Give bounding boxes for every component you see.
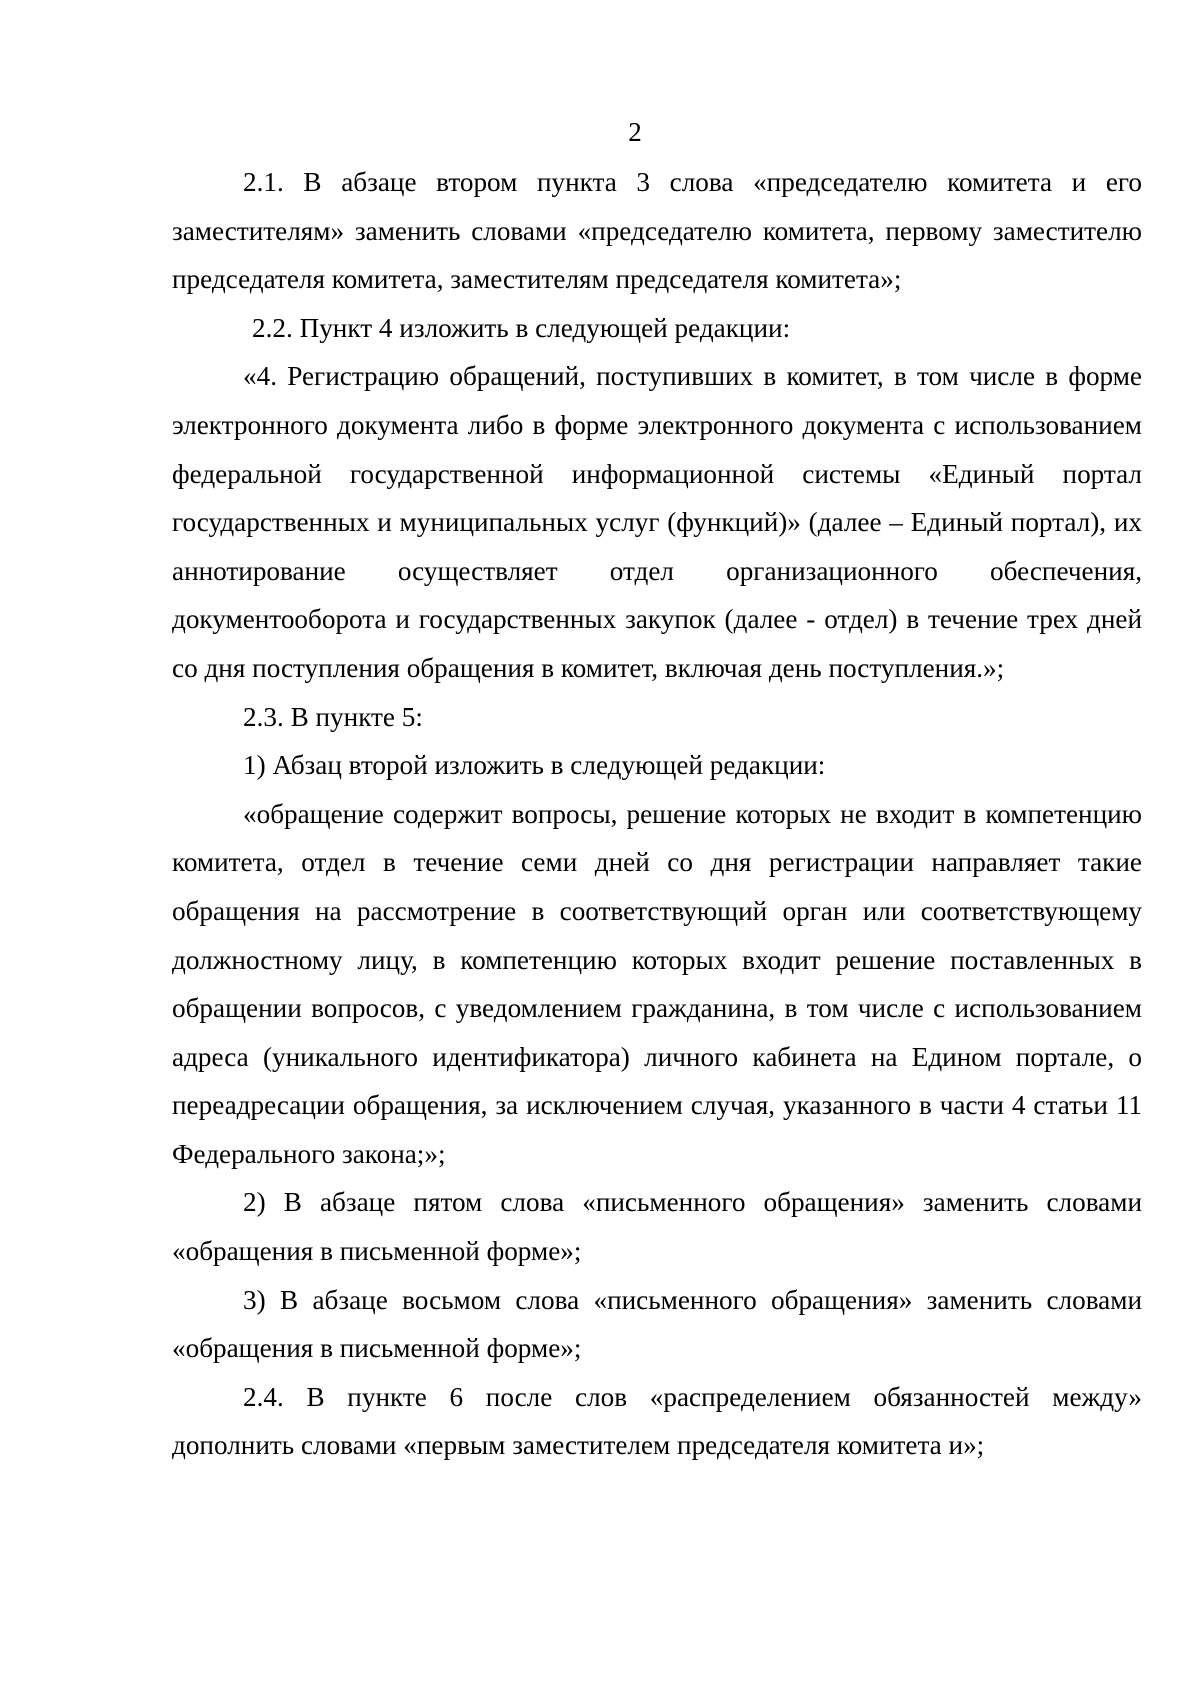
- paragraph-2-4: 2.4. В пункте 6 после слов «распределением обязанностей между» дополнить словами «первым заместителем председателя комитета и»;: [172, 1381, 1142, 1461]
- paragraph-2-3-2: 2) В абзаце пятом слова «письменного обращения» заменить словами «обращения в письменной форме»;: [172, 1187, 1142, 1267]
- paragraph-2-2: 2.2. Пункт 4 изложить в следующей редакции:: [252, 312, 791, 343]
- document-body: [172, 158, 1142, 1470]
- page-number: 2: [628, 117, 642, 147]
- paragraph-2-3: 2.3. В пункте 5:: [243, 701, 423, 732]
- paragraph-2-3-3: 3) В абзаце восьмом слова «письменного обращения» заменить словами «обращения в письменной форме»;: [172, 1284, 1142, 1364]
- paragraph-quoted-abzac: «обращение содержит вопросы, решение которых не входит в компетенцию комитета, отдел в течение семи дней со дня регистрации направляет такие обращения на рассмотрение в соответствующий орган или соответствующему должностному лицу, в компетенцию которых входит решение поставленных в обращении вопросов, с уведомлением гражданина, в том числе с использованием адреса (уникального идентификатора) личного кабинета на Едином портале, о переадресации обращения, за исключением случая, указанного в части 4 статьи 11 Федерального закона;»;: [172, 798, 1142, 1169]
- paragraph-item-4: «4. Регистрацию обращений, поступивших в комитет, в том числе в форме электронного документа либо в форме электронного документа с использованием федеральной государственной информационной системы «Единый портал государственных и муниципальных услуг (функций)» (далее – Единый портал), их аннотирование осуществляет отдел организационного обеспечения, документооборота и государственных закупок (далее - отдел) в течение трех дней со дня поступления обращения в комитет, включая день поступления.»;: [172, 361, 1142, 683]
- paragraph-2-1: 2.1. В абзаце втором пункта 3 слова «председателю комитета и его заместителям» заменить словами «председателю комитета, первому заместителю председателя комитета, заместителям председателя комитета»;: [172, 167, 1142, 295]
- paragraph-2-3-1: 1) Абзац второй изложить в следующей редакции:: [243, 750, 826, 781]
